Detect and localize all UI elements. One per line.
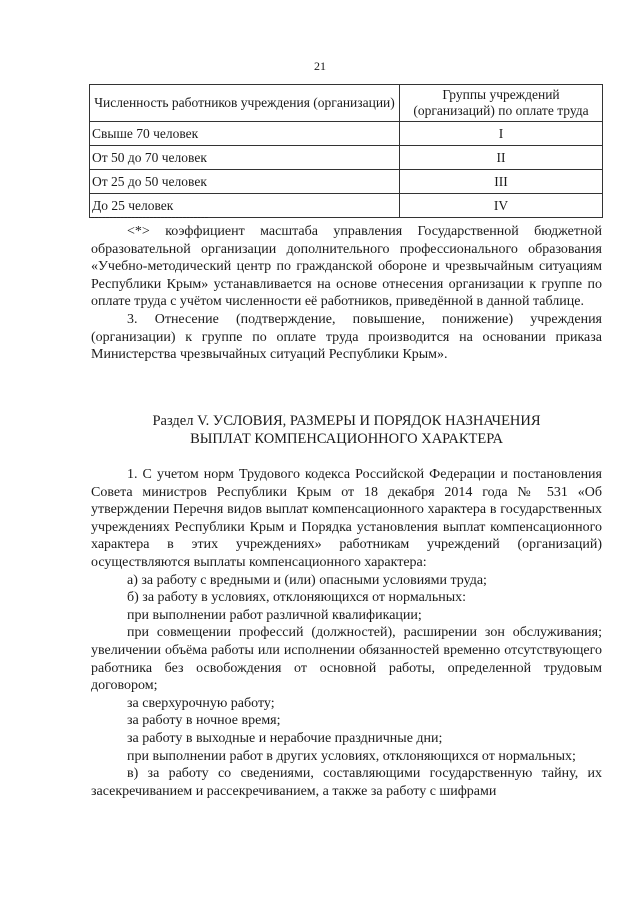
section-body [91, 466, 602, 800]
paragraph-1: 1. С учетом норм Трудового кодекса Российской Федерации и постановления Совета министров Республики Крым от 18 декабря 2014 года № 531 «Об утверждении Перечня видов выплат компенсационного характера в государственных учреждениях Республики Крым и Порядка установления выплат компенсационного характера в этих учреждениях» работникам учреждений (организаций) осуществляются выплаты компенсационного характера: [91, 467, 602, 570]
pay-groups-table [89, 84, 603, 218]
table-cell-group: I [400, 122, 603, 146]
list-item: при совмещении профессий (должностей), расширении зон обслуживания; увеличении объёма работы или исполнении обязанностей временно отсутствующего работника без освобождения от основной работы, определенной трудовым договором; [91, 625, 602, 694]
table-row [90, 122, 603, 146]
footnote-block [91, 212, 602, 364]
table-cell-employees: От 50 до 70 человек [90, 146, 400, 170]
list-item: за сверхурочную работу; [127, 695, 275, 711]
list-item: а) за работу с вредными и (или) опасными условиями труда; [127, 572, 487, 588]
paragraph-3: 3. Отнесение (подтверждение, повышение, понижение) учреждения (организации) к группе по оплате труда производится на основании приказа Министерства чрезвычайных ситуаций Республики Крым». [91, 311, 602, 363]
list-item: при выполнении работ различной квалификации; [127, 607, 422, 623]
list-item: за работу в ночное время; [127, 713, 281, 729]
table-cell-employees: До 25 человек [90, 194, 400, 218]
table-cell-group: II [400, 146, 603, 170]
list-item: при выполнении работ в других условиях, отклоняющихся от нормальных; [127, 748, 576, 764]
table-cell-employees: От 25 до 50 человек [90, 170, 400, 194]
section-heading-line-2: ВЫПЛАТ КОМПЕНСАЦИОННОГО ХАРАКТЕРА [190, 431, 503, 447]
section-heading-line-1: Раздел V. УСЛОВИЯ, РАЗМЕРЫ И ПОРЯДОК НАЗНАЧЕНИЯ [152, 413, 541, 429]
table-cell-employees: Свыше 70 человек [90, 122, 400, 146]
section-heading [91, 412, 602, 448]
table-header-row [90, 85, 603, 122]
table-cell-group: IV [400, 194, 603, 218]
list-item: в) за работу со сведениями, составляющими государственную тайну, их засекречиванием и рассекречиванием, а также за работу с шифрами [91, 766, 602, 799]
footnote-paragraph: <*> коэффициент масштаба управления Государственной бюджетной образовательной организации дополнительного профессионального образования «Учебно-методический центр по гражданской обороне и чрезвычайным ситуациям Республики Крым» устанавливается на основе отнесения организации к группе по оплате труда с учётом численности её работников, приведённой в данной таблице. [91, 224, 602, 310]
footnote-separator: -------------------------------- [91, 211, 209, 223]
page-number: 21 [314, 59, 326, 73]
table-cell-group: III [400, 170, 603, 194]
table-header-groups: Группы учреждений (организаций) по оплате труда [400, 85, 603, 122]
table-header-employees: Численность работников учреждения (организации) [90, 85, 400, 122]
table-row [90, 170, 603, 194]
list-item: за работу в выходные и нерабочие праздничные дни; [127, 730, 443, 746]
table-row [90, 146, 603, 170]
list-item: б) за работу в условиях, отклоняющихся от нормальных: [127, 590, 467, 606]
